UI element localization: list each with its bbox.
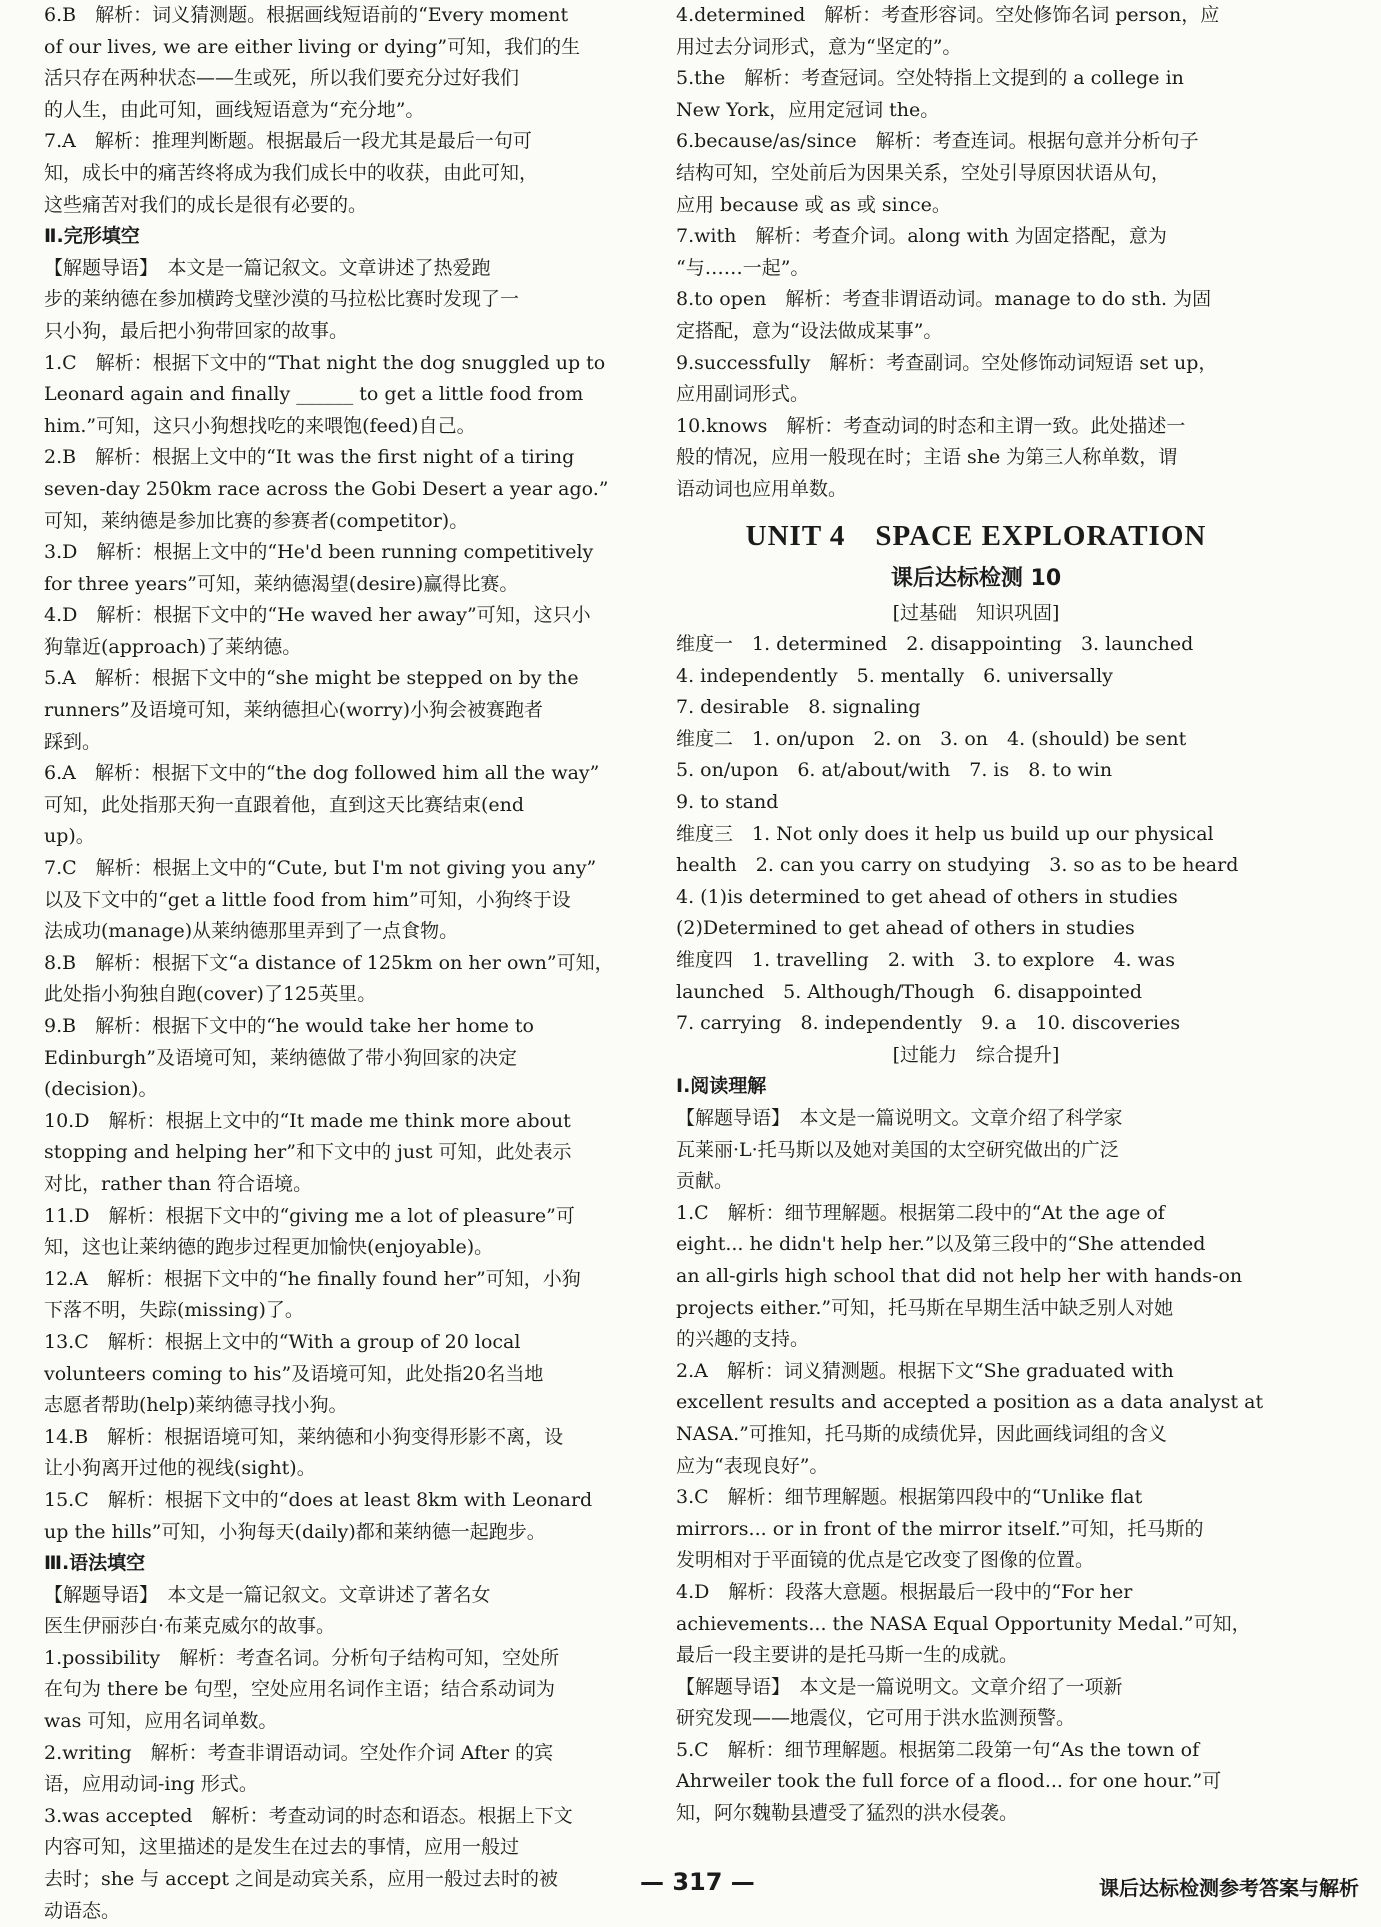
page-number: — 317 —	[640, 1868, 755, 1896]
text-line: him.”可知，这只小狗想找吃的来喂饱(feed)自己。	[44, 414, 476, 437]
text-line: 只小狗，最后把小狗带回家的故事。	[44, 319, 349, 342]
text-line: 15.C 解析：根据下文中的“does at least 8km with Leonard	[44, 1488, 593, 1511]
text-line: Ⅲ.语法填空	[44, 1552, 146, 1575]
text-line: 去时；she 与 accept 之间是动宾关系，应用一般过去时的被	[44, 1868, 559, 1891]
text-line: an all-girls high school that did not help her with hands-on	[676, 1264, 1243, 1287]
text-line: (decision)。	[44, 1078, 158, 1101]
text-line: 6.B 解析：词义猜测题。根据画线短语前的“Every moment	[44, 4, 569, 26]
text-line: 1.C 解析：细节理解题。根据第二段中的“At the age of	[676, 1201, 1165, 1224]
answer-line: health 2. can you carry on studying 3. so as to be heard	[676, 854, 1239, 877]
text-line: 13.C 解析：根据上文中的“With a group of 20 local	[44, 1330, 521, 1353]
text-line: 内容可知，这里描述的是发生在过去的事情，应用一般过	[44, 1836, 520, 1859]
text-line: 动语态。	[44, 1899, 121, 1922]
reading-answers	[676, 1071, 1276, 1829]
text-line: 8.to open 解析：考查非谓语动词。manage to do sth. 为固	[676, 288, 1212, 311]
text-line: 狗靠近(approach)了莱纳德。	[44, 635, 302, 658]
text-line: 以及下文中的“get a little food from him”可知，小狗终于设	[44, 888, 571, 911]
text-line: 用过去分词形式，意为“坚定的”。	[676, 35, 962, 58]
text-line: 5.C 解析：细节理解题。根据第二段第一句“As the town of	[676, 1738, 1200, 1761]
text-line: 5.the 解析：考查冠词。空处特指上文提到的 a college in	[676, 67, 1184, 90]
text-line: 2.A 解析：词义猜测题。根据下文“She graduated with	[676, 1359, 1174, 1382]
text-line: 3.C 解析：细节理解题。根据第四段中的“Unlike flat	[676, 1486, 1143, 1509]
text-line: 知，阿尔魏勒县遭受了猛烈的洪水侵袭。	[676, 1802, 1019, 1825]
text-line: up the hills”可知，小狗每天(daily)都和莱纳德一起跑步。	[44, 1520, 546, 1543]
text-line: 可知，此处指那天狗一直跟着他，直到这天比赛结束(end	[44, 793, 525, 816]
text-line: New York，应用定冠词 the。	[676, 98, 940, 121]
text-line: was 可知，应用名词单数。	[44, 1710, 278, 1733]
text-line: 发明相对于平面镜的优点是它改变了图像的位置。	[676, 1549, 1095, 1572]
answer-line: launched 5. Although/Though 6. disappointed	[676, 980, 1143, 1003]
text-line: 活只存在两种状态——生或死，所以我们要充分过好我们	[44, 67, 520, 90]
text-line: 让小狗离开过他的视线(sight)。	[44, 1457, 316, 1480]
answer-line: (2)Determined to get ahead of others in studies	[676, 917, 1135, 940]
text-line: 2.writing 解析：考查非谓语动词。空处作介词 After 的宾	[44, 1741, 554, 1764]
text-line: 知，这也让莱纳德的跑步过程更加愉快(enjoyable)。	[44, 1236, 494, 1259]
text-line: 5.A 解析：根据下文中的“she might be stepped on by the	[44, 667, 579, 690]
text-line: 【解题导语】 本文是一篇记叙文。文章讲述了热爱跑	[44, 256, 491, 279]
text-line: 【解题导语】 本文是一篇说明文。文章介绍了一项新	[676, 1675, 1123, 1698]
text-line: of our lives, we are either living or dying”可知，我们的生	[44, 35, 581, 58]
text-line: 8.B 解析：根据下文“a distance of 125km on her own”可知，	[44, 951, 614, 974]
answer-line: 4. independently 5. mentally 6. universally	[676, 664, 1113, 687]
text-line: 可知，莱纳德是参加比赛的参赛者(competitor)。	[44, 509, 469, 532]
text-line: up)。	[44, 825, 95, 848]
text-line: 瓦莱丽·L·托马斯以及她对美国的太空研究做出的广泛	[676, 1138, 1119, 1161]
section-ability-heading: [过能力 综合提升]	[892, 1043, 1060, 1066]
text-line: 14.B 解析：根据语境可知，莱纳德和小狗变得形影不离，设	[44, 1425, 564, 1448]
text-line: 语动词也应用单数。	[676, 477, 848, 500]
text-line: 10.knows 解析：考查动词的时态和主谓一致。此处描述一	[676, 414, 1186, 437]
text-line: 对比，rather than 符合语境。	[44, 1172, 313, 1195]
text-line: projects either.”可知，托马斯在早期生活中缺乏别人对她	[676, 1296, 1174, 1319]
text-line: 2.B 解析：根据上文中的“It was the first night of a tiring	[44, 446, 575, 469]
text-line: seven-day 250km race across the Gobi Desert a year ago.”	[44, 477, 609, 500]
text-line: 最后一段主要讲的是托马斯一生的成就。	[676, 1644, 1019, 1667]
text-line: 应用 because 或 as 或 since。	[676, 193, 951, 216]
text-line: 12.A 解析：根据下文中的“he finally found her”可知，小狗	[44, 1267, 581, 1290]
text-line: 下落不明，失踪(missing)了。	[44, 1299, 304, 1322]
text-line: 志愿者帮助(help)莱纳德寻找小狗。	[44, 1394, 348, 1417]
text-line: 3.was accepted 解析：考查动词的时态和语态。根据上下文	[44, 1804, 573, 1827]
text-line: mirrors... or in front of the mirror itself.”可知，托马斯的	[676, 1517, 1204, 1540]
section-basic-heading: [过基础 知识巩固]	[892, 601, 1060, 624]
text-line: 7.with 解析：考查介词。along with 为固定搭配，意为	[676, 225, 1167, 248]
text-line: excellent results and accepted a position as a data analyst at	[676, 1391, 1264, 1414]
text-line: 11.D 解析：根据下文中的“giving me a lot of pleasure”可	[44, 1204, 575, 1227]
text-line: 此处指小狗独自跑(cover)了125英里。	[44, 983, 377, 1006]
answer-line: 7. carrying 8. independently 9. a 10. discoveries	[676, 1012, 1181, 1035]
text-line: 应为“表现良好”。	[676, 1454, 829, 1477]
text-line: eight... he didn't help her.”以及第三段中的“She attended	[676, 1233, 1206, 1256]
text-line: 应用副词形式。	[676, 383, 810, 406]
page-footer	[0, 1868, 1381, 1908]
text-line: 在句为 there be 句型，空处应用名词作主语；结合系动词为	[44, 1678, 555, 1701]
text-line: 9.B 解析：根据下文中的“he would take her home to	[44, 1015, 534, 1037]
text-line: 【解题导语】 本文是一篇记叙文。文章讲述了著名女	[44, 1583, 491, 1606]
answer-line: 5. on/upon 6. at/about/with 7. is 8. to win	[676, 759, 1113, 782]
text-line: achievements... the NASA Equal Opportunity Medal.”可知，	[676, 1612, 1251, 1635]
text-line: 9.successfully 解析：考查副词。空处修饰动词短语 set up，	[676, 351, 1218, 374]
text-line: 4.determined 解析：考查形容词。空处修饰名词 person，应	[676, 4, 1220, 26]
right-column	[676, 0, 1276, 1830]
text-line: 贡献。	[676, 1170, 734, 1193]
text-line: “与……一起”。	[676, 256, 810, 279]
text-line: runners”及语境可知，莱纳德担心(worry)小狗会被赛跑者	[44, 699, 544, 722]
text-line: 【解题导语】 本文是一篇说明文。文章介绍了科学家	[676, 1107, 1123, 1129]
text-line: 语，应用动词-ing 形式。	[44, 1773, 258, 1796]
text-line: 结构可知，空处前后为因果关系，空处引导原因状语从句，	[676, 161, 1171, 184]
text-line: 踩到。	[44, 730, 102, 753]
text-line: 定搭配，意为“设法做成某事”。	[676, 319, 943, 342]
answer-line: 4. (1)is determined to get ahead of others in studies	[676, 885, 1178, 908]
text-line: 4.D 解析：段落大意题。根据最后一段中的“For her	[676, 1580, 1133, 1603]
text-line: 6.A 解析：根据下文中的“the dog followed him all the way”	[44, 762, 600, 785]
left-column	[44, 0, 654, 1927]
footer-title: 课后达标检测参考答案与解析	[1099, 1876, 1359, 1900]
text-line: for three years”可知，莱纳德渴望(desire)赢得比赛。	[44, 572, 519, 595]
text-line: 步的莱纳德在参加横跨戈壁沙漠的马拉松比赛时发现了一	[44, 288, 520, 311]
text-line: Ⅰ.阅读理解	[676, 1075, 767, 1098]
text-line: 1.C 解析：根据下文中的“That night the dog snuggled up to	[44, 351, 606, 374]
text-line: 医生伊丽莎白·布莱克威尔的故事。	[44, 1615, 336, 1638]
text-line: 7.A 解析：推理判断题。根据最后一段尤其是最后一句可	[44, 130, 532, 153]
text-line: 10.D 解析：根据上文中的“It made me think more about	[44, 1109, 571, 1132]
text-line: 3.D 解析：根据上文中的“He'd been running competitively	[44, 541, 594, 564]
text-line: 6.because/as/since 解析：考查连词。根据句意并分析句子	[676, 130, 1199, 153]
basic-answers	[676, 629, 1276, 1040]
unit-title: UNIT 4 SPACE EXPLORATION	[745, 519, 1207, 552]
text-line: 这些痛苦对我们的成长是很有必要的。	[44, 193, 368, 216]
text-line: Ⅱ.完形填空	[44, 225, 140, 248]
text-line: stopping and helping her”和下文中的 just 可知，此处表示	[44, 1141, 572, 1164]
answer-line: 7. desirable 8. signaling	[676, 696, 921, 719]
answer-line: 维度四 1. travelling 2. with 3. to explore 4. was	[676, 949, 1175, 972]
text-line: volunteers coming to his”及语境可知，此处指20名当地	[44, 1362, 544, 1385]
text-line: 4.D 解析：根据下文中的“He waved her away”可知，这只小	[44, 604, 591, 627]
text-line: NASA.”可推知，托马斯的成绩优异，因此画线词组的含义	[676, 1422, 1167, 1445]
text-line: 的兴趣的支持。	[676, 1328, 810, 1351]
text-line: 知，成长中的痛苦终将成为我们成长中的收获，由此可知，	[44, 161, 539, 184]
right-column-answers	[676, 0, 1276, 506]
text-line: 1.possibility 解析：考查名词。分析句子结构可知，空处所	[44, 1646, 560, 1669]
text-line: 般的情况，应用一般现在时；主语 she 为第三人称单数，谓	[676, 446, 1178, 469]
text-line: 法成功(manage)从莱纳德那里弄到了一点食物。	[44, 920, 459, 943]
answer-line: 维度二 1. on/upon 2. on 3. on 4. (should) be sent	[676, 727, 1187, 750]
test-title: 课后达标检测 10	[890, 565, 1062, 591]
answer-line: 9. to stand	[676, 791, 779, 814]
text-line: 研究发现——地震仪，它可用于洪水监测预警。	[676, 1707, 1076, 1730]
text-line: 7.C 解析：根据上文中的“Cute, but I'm not giving you any”	[44, 857, 597, 880]
answer-line: 维度三 1. Not only does it help us build up our physical	[676, 822, 1214, 845]
text-line: Edinburgh”及语境可知，莱纳德做了带小狗回家的决定	[44, 1046, 517, 1069]
text-line: 的人生，由此可知，画线短语意为“充分地”。	[44, 98, 425, 121]
text-line: Leonard again and finally ______ to get a little food from	[44, 383, 584, 406]
answer-line: 维度一 1. determined 2. disappointing 3. launched	[676, 633, 1194, 656]
text-line: Ahrweiler took the full force of a flood... for one hour.”可	[676, 1770, 1222, 1793]
